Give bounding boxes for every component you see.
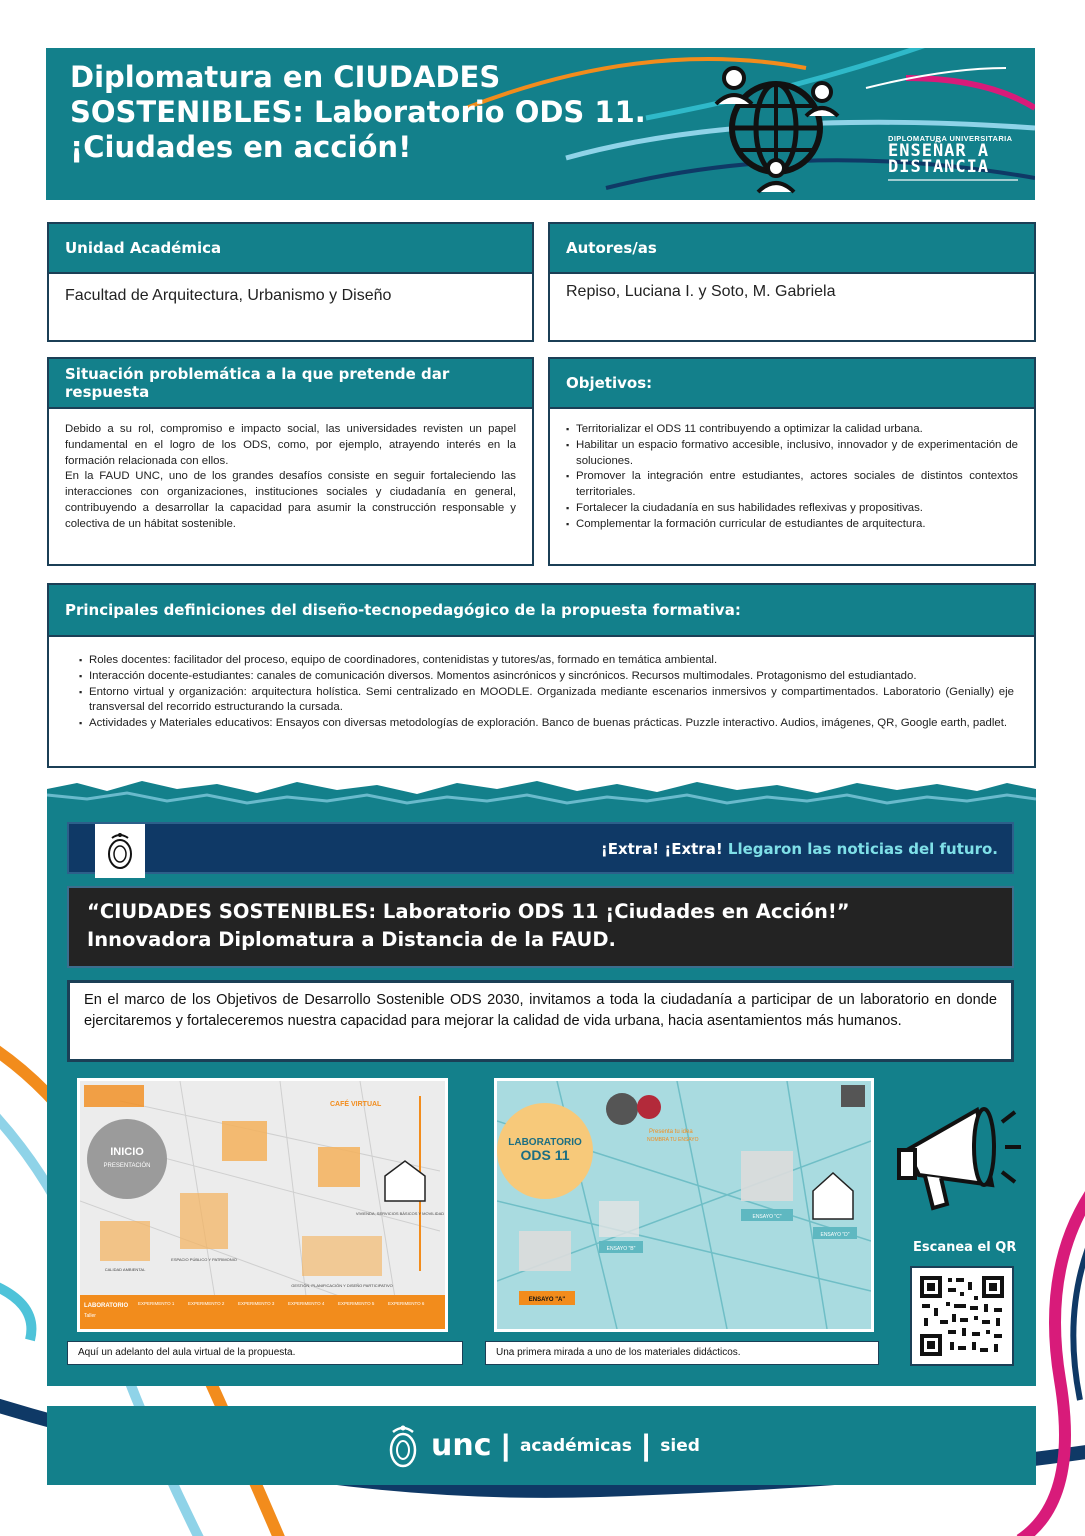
unidad-academica-heading: Unidad Académica bbox=[49, 224, 532, 274]
situacion-paragraph-2: En la FAUD UNC, uno de los grandes desafíos consiste en seguir fortaleciendo las interacciones con organizaciones, instituciones sociales y ciudadanía en general, contribuyendo a desarrollar la capacidad para asumir la construcción responsable y colectiva de un hábitat sostenible. bbox=[65, 470, 516, 530]
caption-material-didactico: Una primera mirada a uno de los materiales didácticos. bbox=[485, 1341, 879, 1365]
vivienda-label: VIVIENDA, SERVICIOS BÁSICOS Y MOVILIDAD bbox=[355, 1211, 445, 1216]
extra-text: ¡Extra! ¡Extra! bbox=[600, 840, 723, 858]
inicio-label: INICIO bbox=[110, 1146, 144, 1158]
material-didactico-image bbox=[494, 1078, 874, 1332]
poster-header bbox=[46, 48, 1035, 200]
list-item: ▪ Entorno virtual y organización: arquitectura holística. Semi centralizado en MOODLE. Organizada mediante escenarios inmersivos y compartimentados. Laboratorio (Genially) eje transversal del recorrido estructurando la cursada. bbox=[79, 685, 1014, 717]
headline-line-1: “CIUDADES SOSTENIBLES: Laboratorio ODS 11 ¡Ciudades en Acción!” bbox=[87, 900, 850, 923]
news-intro: En el marco de los Objetivos de Desarrollo Sostenible ODS 2030, invitamos a toda la ciudadanía a participar de un laboratorio en donde ejercitaremos y fortaleceremos nuestra capacidad para mejorar la calidad de vida urbana, hacia asentamientos más humanos. bbox=[67, 980, 1014, 1062]
nombra-ensayo-label: NOMBRA TU ENSAYO bbox=[647, 1137, 699, 1143]
aula-virtual-image bbox=[77, 1078, 448, 1332]
definiciones-body bbox=[49, 637, 1034, 742]
laboratorio-label: LABORATORIO bbox=[84, 1303, 129, 1309]
situacion-card bbox=[47, 357, 534, 566]
academicas-text: académicas bbox=[519, 1435, 632, 1456]
experimento-6-label: EXPERIMENTO 6 bbox=[388, 1301, 425, 1306]
megaphone-icon bbox=[897, 1100, 1027, 1220]
brand-underline bbox=[888, 179, 1018, 181]
torn-paper-edge bbox=[47, 775, 1036, 815]
experimento-3-label: EXPERIMENTO 3 bbox=[238, 1301, 275, 1306]
extra-highlight: Llegaron las noticias del futuro. bbox=[727, 840, 998, 858]
sied-text: sied bbox=[660, 1435, 700, 1456]
ensenar-a-distancia-logo bbox=[888, 134, 1018, 181]
autores-value: Repiso, Luciana I. y Soto, M. Gabriela bbox=[566, 283, 836, 300]
qr-code-icon[interactable] bbox=[918, 1274, 1006, 1358]
objetivos-body bbox=[550, 409, 1034, 543]
title-line-3: ¡Ciudades en acción! bbox=[70, 129, 412, 164]
unc-seal-icon bbox=[383, 1420, 423, 1472]
material-didactico-illustration bbox=[497, 1081, 871, 1329]
autores-heading: Autores/as bbox=[550, 224, 1034, 274]
objetivos-card bbox=[548, 357, 1036, 566]
caption-aula-virtual: Aquí un adelanto del aula virtual de la propuesta. bbox=[67, 1341, 463, 1365]
presenta-idea-label: Presenta tu idea bbox=[649, 1129, 693, 1135]
unc-seal-box bbox=[95, 824, 145, 878]
footer-separator: | bbox=[501, 1428, 510, 1462]
taller-label: Taller bbox=[84, 1313, 96, 1319]
unc-logo-text: unc bbox=[431, 1428, 492, 1463]
definiciones-heading: Principales definiciones del diseño-tecnopedagógico de la propuesta formativa: bbox=[49, 585, 1034, 637]
definiciones-list bbox=[79, 653, 1014, 732]
brand-line-1: ENSEÑAR A bbox=[888, 141, 990, 161]
ods-circle-label: ODS 11 bbox=[520, 1147, 570, 1163]
objetivos-heading: Objetivos: bbox=[550, 359, 1034, 409]
brand-small-text: DIPLOMATURA UNIVERSITARIA bbox=[888, 134, 1013, 143]
list-item: ▪ Interacción docente-estudiantes: canales de comunicación diversos. Momentos asincrónicos y sincrónicos. Recursos multimodales. Protagonismo del estudiantado. bbox=[79, 669, 1014, 685]
unidad-academica-value: Facultad de Arquitectura, Urbanismo y Diseño bbox=[65, 287, 392, 304]
gestion-label: GESTIÓN, PLANIFICACIÓN Y DISEÑO PARTICIPATIVO bbox=[291, 1283, 393, 1288]
ensayo-c-label: ENSAYO "C" bbox=[752, 1214, 782, 1220]
unc-seal-icon bbox=[95, 824, 145, 878]
headline-line-2: Innovadora Diplomatura a Distancia de la FAUD. bbox=[87, 928, 616, 951]
list-item: ▪ Roles docentes: facilitador del proceso, equipo de coordinadores, contenidistas y tutores/as, formado en temática ambiental. bbox=[79, 653, 1014, 669]
ensayo-d-label: ENSAYO "D" bbox=[820, 1232, 850, 1238]
title-line-2: SOSTENIBLES: Laboratorio ODS 11. bbox=[70, 94, 646, 129]
list-item: ▪ Fortalecer la ciudadanía en sus habilidades reflexivas y propositivas. bbox=[566, 501, 1018, 517]
situacion-heading: Situación problemática a la que pretende dar respuesta bbox=[49, 359, 532, 409]
definiciones-card bbox=[47, 583, 1036, 768]
unidad-academica-card bbox=[47, 222, 534, 342]
presentacion-label: PRESENTACIÓN bbox=[103, 1163, 151, 1169]
globe-people-icon bbox=[706, 56, 846, 196]
list-item: ▪ Promover la integración entre estudiantes, actores sociales de distintos contextos territoriales. bbox=[566, 469, 1018, 501]
situacion-body bbox=[49, 409, 532, 543]
list-item: ▪ Complementar la formación curricular de estudiantes de arquitectura. bbox=[566, 517, 1018, 533]
footer-separator: | bbox=[641, 1428, 651, 1462]
ensayo-a-label: ENSAYO "A" bbox=[528, 1297, 566, 1303]
news-headline bbox=[67, 886, 1014, 968]
objetivos-list bbox=[566, 422, 1018, 533]
newspaper-section bbox=[47, 800, 1036, 1386]
list-item: ▪ Actividades y Materiales educativos: Ensayos con diversas metodologías de exploración. Banco de buenas prácticas. Puzzle interactivo. Audios, imágenes, QR, Google earth, padlet. bbox=[79, 716, 1014, 732]
laboratorio-circle-label: LABORATORIO bbox=[508, 1137, 582, 1148]
aula-virtual-illustration bbox=[80, 1081, 445, 1329]
brand-line-2: DISTANCIA bbox=[888, 157, 990, 177]
experimento-1-label: EXPERIMENTO 1 bbox=[138, 1301, 175, 1306]
extra-headline bbox=[601, 840, 998, 858]
list-item: ▪ Habilitar un espacio formativo accesible, inclusivo, innovador y de experimentación de soluciones. bbox=[566, 438, 1018, 470]
ensayo-b-label: ENSAYO "B" bbox=[606, 1246, 636, 1252]
autores-card bbox=[548, 222, 1036, 342]
experimento-4-label: EXPERIMENTO 4 bbox=[288, 1301, 325, 1306]
qr-label: Escanea el QR bbox=[913, 1240, 1017, 1255]
poster-footer bbox=[47, 1406, 1036, 1485]
list-item: ▪ Territorializar el ODS 11 contribuyendo a optimizar la calidad urbana. bbox=[566, 422, 1018, 438]
experimento-2-label: EXPERIMENTO 2 bbox=[188, 1301, 225, 1306]
qr-code-box[interactable] bbox=[910, 1266, 1014, 1366]
espacio-label: ESPACIO PÚBLICO Y PATRIMONIO bbox=[171, 1257, 237, 1262]
news-top-bar bbox=[67, 822, 1014, 874]
title-line-1: Diplomatura en CIUDADES bbox=[70, 60, 501, 94]
poster-title bbox=[70, 60, 670, 164]
experimento-5-label: EXPERIMENTO 5 bbox=[338, 1301, 375, 1306]
calidad-label: CALIDAD AMBIENTAL bbox=[104, 1267, 146, 1272]
cafe-virtual-label: CAFÉ VIRTUAL bbox=[330, 1101, 382, 1108]
situacion-paragraph-1: Debido a su rol, compromiso e impacto social, las universidades revisten un papel fundamental en el logro de los ODS, como, por ejemplo, atrayendo interés en la formación relacionada con ellos. bbox=[65, 423, 516, 467]
